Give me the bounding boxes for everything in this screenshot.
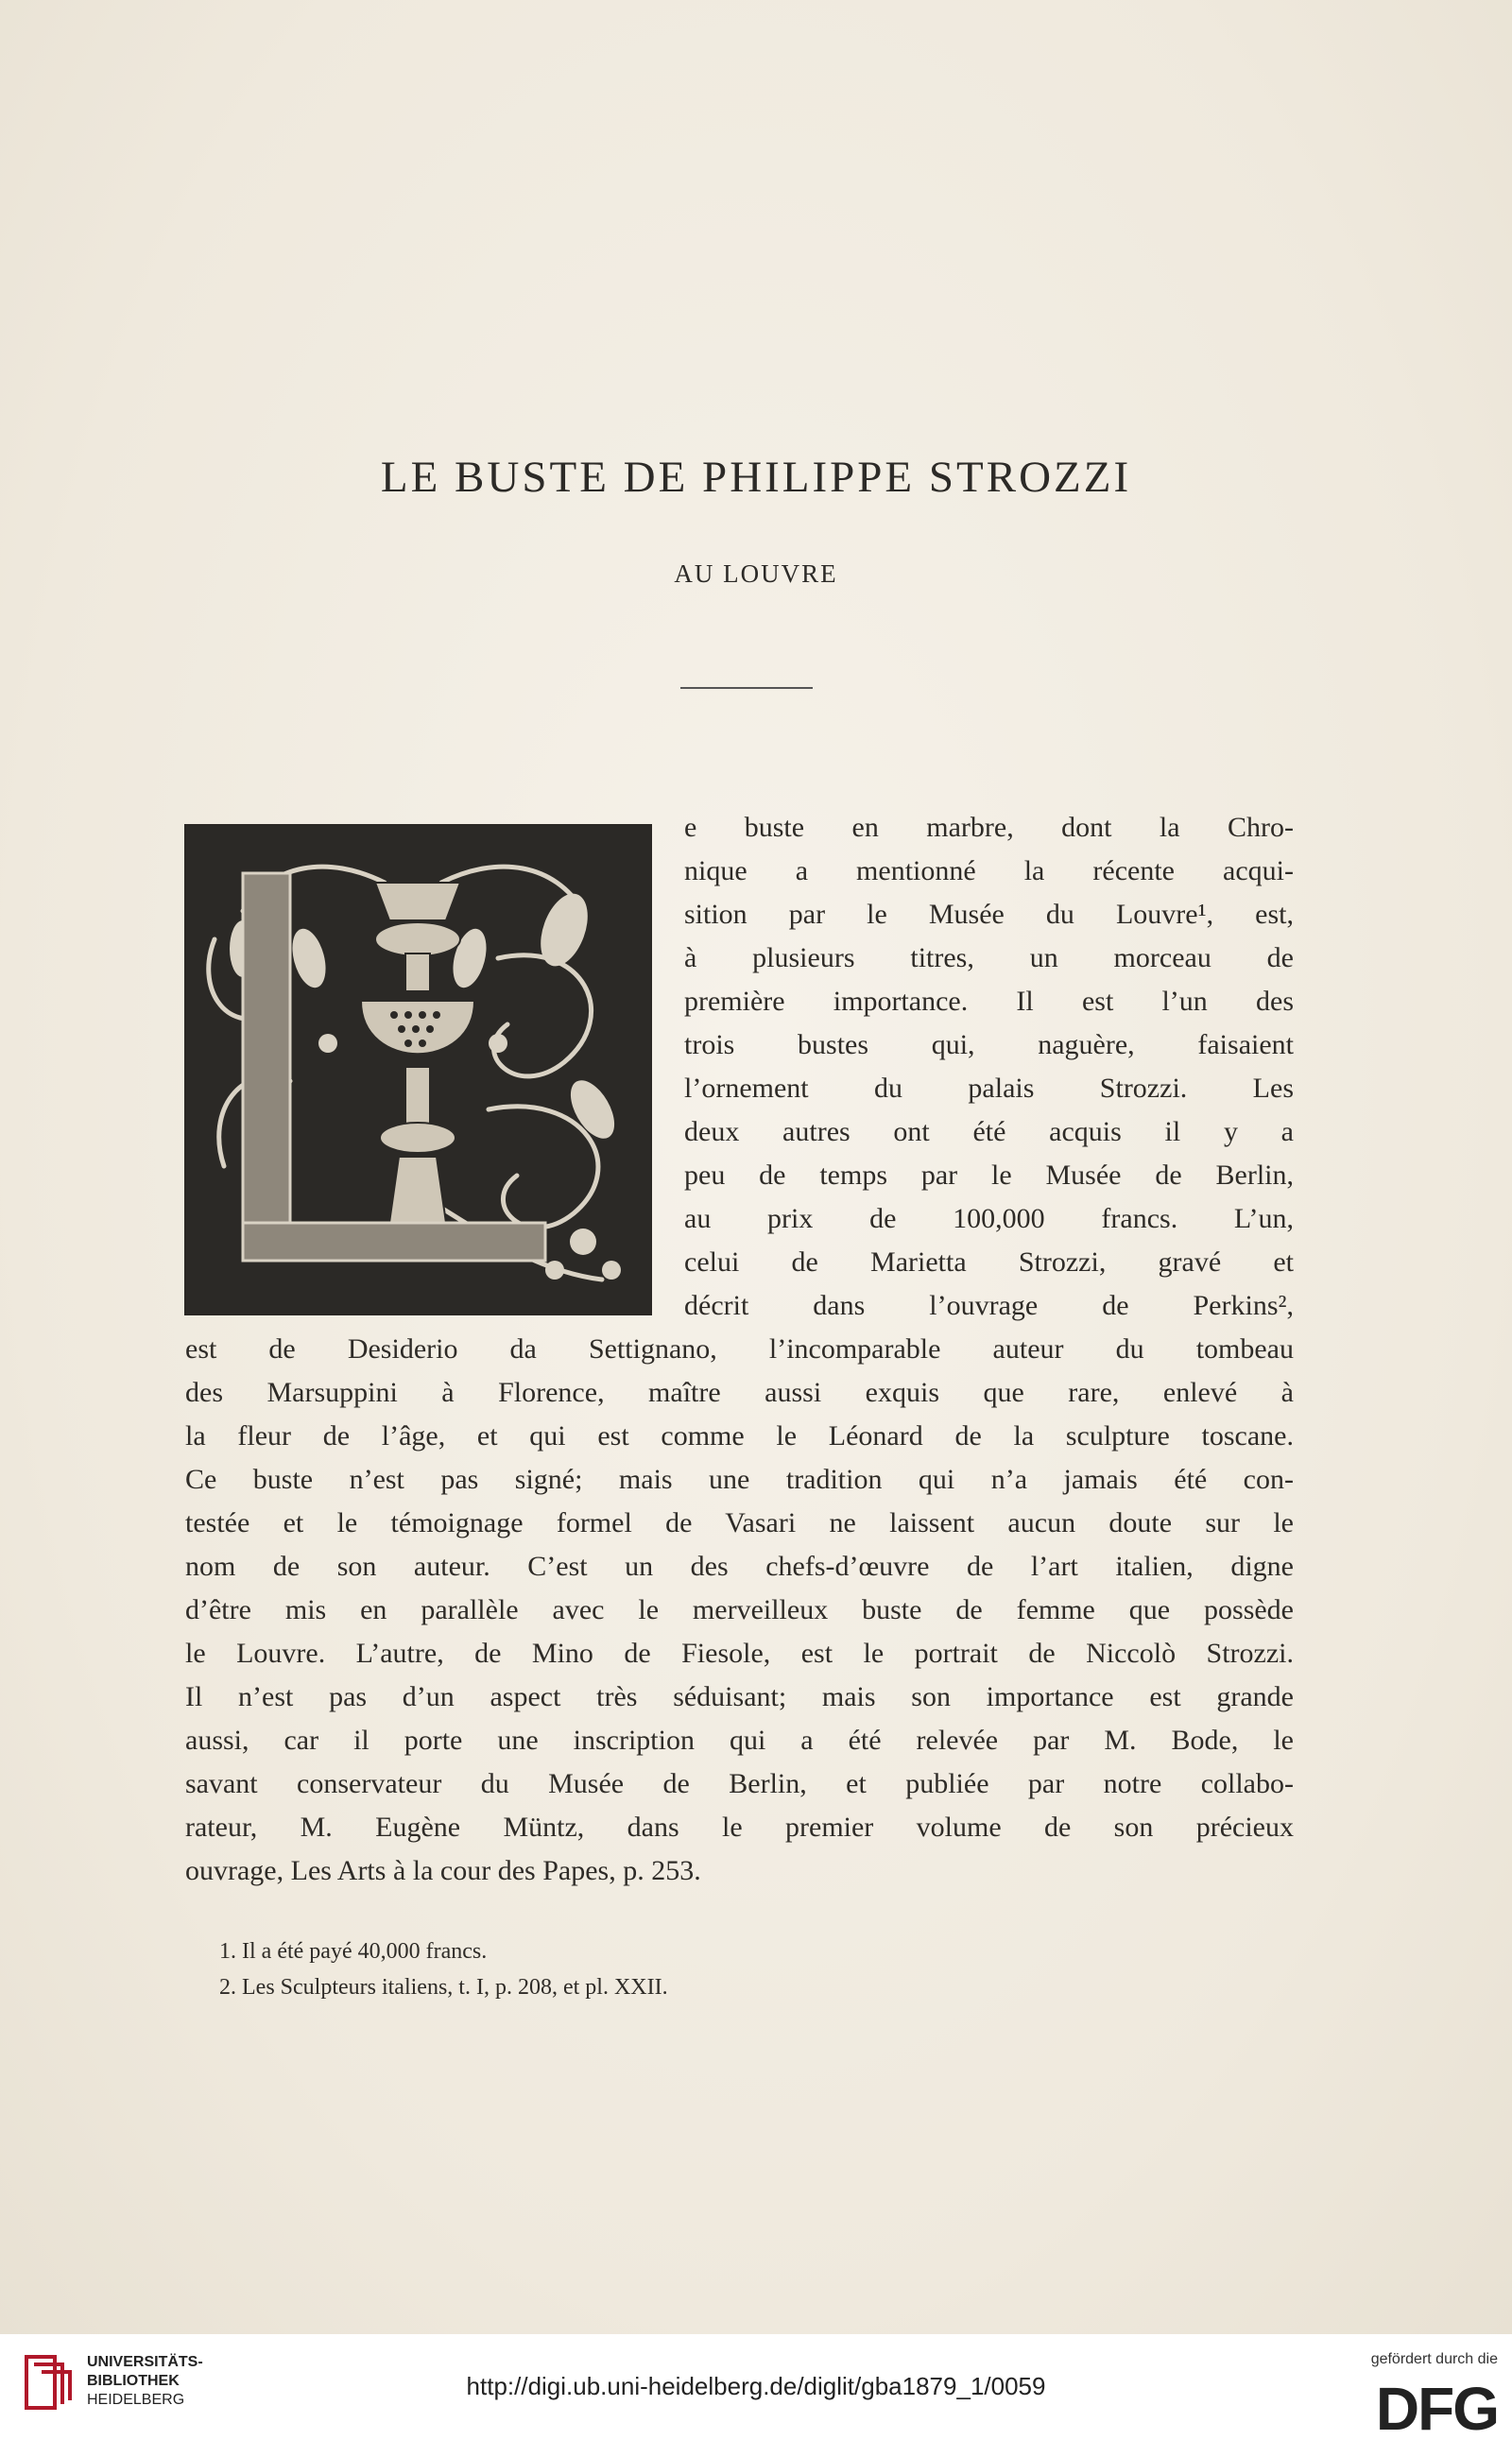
library-line-3: HEIDELBERG (87, 2392, 185, 2408)
library-line-1: UNIVERSITÄTS- (87, 2354, 203, 2370)
text-line: la fleur de l’âge, et qui est comme le Léonard de la sculpture toscane. (185, 1420, 1294, 1452)
text-line: rateur, M. Eugène Müntz, dans le premier volume de son précieux (185, 1812, 1294, 1843)
text-line: nom de son auteur. C’est un des chefs-d’œuvre de l’art italien, digne (185, 1551, 1294, 1582)
text-line: d’être mis en parallèle avec le merveilleux buste de femme que possède (185, 1594, 1294, 1625)
text-line: aussi, car il porte une inscription qui a été relevée par M. Bode, le (185, 1725, 1294, 1756)
text-line: le Louvre. L’autre, de Mino de Fiesole, est le portrait de Niccolò Strozzi. (185, 1638, 1294, 1669)
dfg-logo: DFG (1375, 2375, 1498, 2443)
article-title: LE BUSTE DE PHILIPPE STROZZI (380, 453, 1132, 502)
text-line: ouvrage, Les Arts à la cour des Papes, p. 253. (185, 1855, 701, 1886)
text-line: l’ornement du palais Strozzi. Les (684, 1073, 1294, 1104)
title-divider (680, 687, 813, 689)
wrapped-paragraph (684, 811, 1294, 1332)
text-line: sition par le Musée du Louvre¹, est, (684, 899, 1294, 930)
text-line: première importance. Il est l’un des (684, 986, 1294, 1017)
text-line: testée et le témoignage formel de Vasari ne laissent aucun doute sur le (185, 1507, 1294, 1538)
text-line: celui de Marietta Strozzi, gravé et (684, 1246, 1294, 1278)
text-line: deux autres ont été acquis il y a (684, 1116, 1294, 1147)
digitization-footer (0, 2334, 1512, 2457)
text-line: à plusieurs titres, un morceau de (684, 942, 1294, 973)
full-paragraph (185, 1332, 1294, 1898)
text-line: Ce buste n’est pas signé; mais une tradition qui n’a jamais été con- (185, 1464, 1294, 1495)
text-line: est de Desiderio da Settignano, l’incomparable auteur du tombeau (185, 1333, 1294, 1365)
footnote-1: 1. Il a été payé 40,000 francs. (219, 1939, 488, 1964)
text-line: savant conservateur du Musée de Berlin, et publiée par notre collabo- (185, 1768, 1294, 1799)
text-line: Il n’est pas d’un aspect très séduisant; mais son importance est grande (185, 1681, 1294, 1712)
bleed-through-text (850, 194, 856, 218)
text-line: décrit dans l’ouvrage de Perkins², (684, 1290, 1294, 1321)
library-line-2: BIBLIOTHEK (87, 2373, 180, 2389)
funding-note: gefördert durch die (1370, 2351, 1498, 2367)
text-line: trois bustes qui, naguère, faisaient (684, 1029, 1294, 1060)
text-line: nique a mentionné la récente acqui- (684, 855, 1294, 886)
footnote-2: 2. Les Sculpteurs italiens, t. I, p. 208, et pl. XXII. (219, 1975, 668, 2000)
text-line: au prix de 100,000 francs. L’un, (684, 1203, 1294, 1234)
decorated-initial-L-icon (184, 824, 652, 1315)
text-line: peu de temps par le Musée de Berlin, (684, 1160, 1294, 1191)
text-line: des Marsuppini à Florence, maître aussi exquis que rare, enlevé à (185, 1377, 1294, 1408)
article-subtitle: AU LOUVRE (674, 559, 838, 588)
source-url-link[interactable]: http://digi.ub.uni-heidelberg.de/diglit/gba1879_1/0059 (466, 2372, 1046, 2400)
text-line: e buste en marbre, dont la Chro- (684, 812, 1294, 843)
